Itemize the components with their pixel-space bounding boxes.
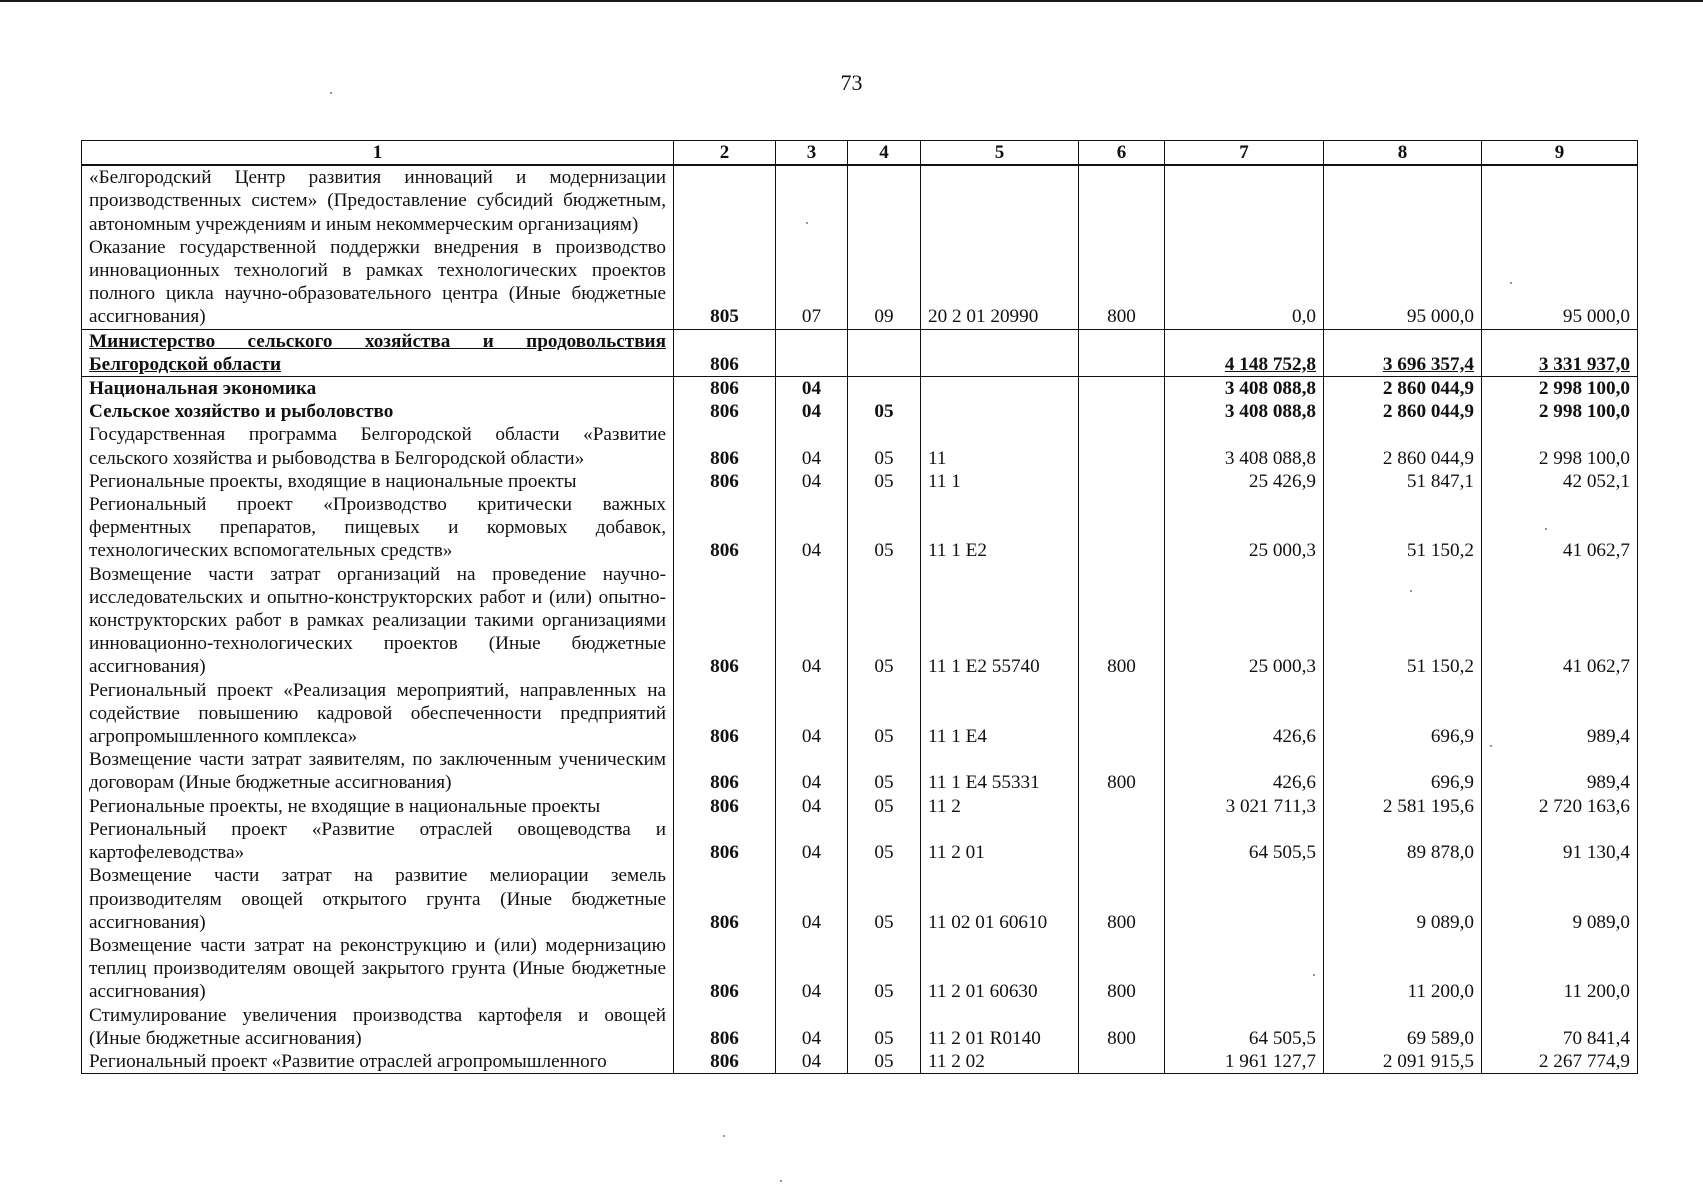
cell-expense-type <box>1079 470 1165 493</box>
cell-expense-type: 800 <box>1079 864 1165 934</box>
cell-amount-year1: 3 021 711,3 <box>1165 795 1324 818</box>
cell-subsection: 05 <box>848 423 921 469</box>
row-name: Региональный проект «Развитие отраслей агропромышленного <box>82 1050 674 1074</box>
row-name: Возмещение части затрат организаций на проведение научно-исследовательских и опытно-конструкторских работ и (или) опытно-конструкторских работ в рамках реализации такими организациями инновационно-технологических проектов (Иные бюджетные ассигнования) <box>82 563 674 679</box>
cell-target-article: 20 2 01 20990 <box>921 236 1079 329</box>
cell-ministry-code: 806 <box>674 400 776 423</box>
cell-amount-year1: 426,6 <box>1165 748 1324 794</box>
cell-amount-year1 <box>1165 864 1324 934</box>
cell-target-article <box>921 329 1079 376</box>
cell-section <box>776 329 848 376</box>
cell-amount-year2: 3 696 357,4 <box>1324 329 1482 376</box>
cell-section <box>776 165 848 236</box>
cell-expense-type <box>1079 493 1165 563</box>
table-row <box>82 470 1638 493</box>
cell-expense-type: 800 <box>1079 1004 1165 1050</box>
cell-target-article: 11 2 01 60630 <box>921 934 1079 1004</box>
cell-expense-type <box>1079 165 1165 236</box>
row-name: Сельское хозяйство и рыболовство <box>82 400 674 423</box>
cell-target-article: 11 <box>921 423 1079 469</box>
cell-subsection: 09 <box>848 236 921 329</box>
cell-subsection: 05 <box>848 864 921 934</box>
cell-amount-year2: 51 150,2 <box>1324 563 1482 679</box>
table-row <box>82 423 1638 469</box>
cell-target-article: 11 1 E4 <box>921 679 1079 749</box>
cell-section: 04 <box>776 1004 848 1050</box>
cell-target-article: 11 1 E2 55740 <box>921 563 1079 679</box>
cell-ministry-code: 806 <box>674 1050 776 1074</box>
cell-amount-year2: 51 847,1 <box>1324 470 1482 493</box>
cell-amount-year2: 69 589,0 <box>1324 1004 1482 1050</box>
cell-amount-year3: 11 200,0 <box>1482 934 1638 1004</box>
row-name: Министерство сельского хозяйства и продовольствия Белгородской области <box>82 329 674 376</box>
table-row <box>82 165 1638 236</box>
cell-amount-year3: 2 720 163,6 <box>1482 795 1638 818</box>
table-row <box>82 563 1638 679</box>
cell-expense-type <box>1079 795 1165 818</box>
cell-amount-year2: 696,9 <box>1324 679 1482 749</box>
cell-amount-year3: 9 089,0 <box>1482 864 1638 934</box>
cell-amount-year3: 2 998 100,0 <box>1482 423 1638 469</box>
page-number: 73 <box>840 70 863 95</box>
table-row <box>82 1004 1638 1050</box>
cell-amount-year1: 25 000,3 <box>1165 493 1324 563</box>
cell-ministry-code: 806 <box>674 864 776 934</box>
cell-subsection: 05 <box>848 748 921 794</box>
cell-ministry-code: 806 <box>674 795 776 818</box>
cell-subsection: 05 <box>848 795 921 818</box>
cell-amount-year3: 2 998 100,0 <box>1482 400 1638 423</box>
scan-speck <box>723 1135 725 1137</box>
cell-subsection: 05 <box>848 818 921 864</box>
cell-subsection: 05 <box>848 934 921 1004</box>
row-name: Оказание государственной поддержки внедрения в производство инновационных технологий в рамках технологических проектов полного цикла научно-образовательного центра (Иные бюджетные ассигнования) <box>82 236 674 329</box>
row-name: Региональные проекты, входящие в национальные проекты <box>82 470 674 493</box>
column-number: 5 <box>921 141 1079 166</box>
cell-ministry-code <box>674 165 776 236</box>
column-number: 3 <box>776 141 848 166</box>
row-name: Возмещение части затрат на реконструкцию и (или) модернизацию теплиц производителям овощей закрытого грунта (Иные бюджетные ассигнования) <box>82 934 674 1004</box>
cell-amount-year3: 91 130,4 <box>1482 818 1638 864</box>
cell-amount-year1: 64 505,5 <box>1165 818 1324 864</box>
cell-subsection <box>848 377 921 401</box>
cell-section: 04 <box>776 400 848 423</box>
cell-amount-year1: 64 505,5 <box>1165 1004 1324 1050</box>
table-row <box>82 679 1638 749</box>
row-name: Региональный проект «Развитие отраслей овощеводства и картофелеводства» <box>82 818 674 864</box>
cell-section: 04 <box>776 679 848 749</box>
cell-subsection: 05 <box>848 679 921 749</box>
cell-amount-year3: 989,4 <box>1482 679 1638 749</box>
table-row <box>82 795 1638 818</box>
cell-subsection: 05 <box>848 1004 921 1050</box>
cell-amount-year1: 0,0 <box>1165 236 1324 329</box>
table-row <box>82 934 1638 1004</box>
cell-amount-year3: 95 000,0 <box>1482 236 1638 329</box>
column-number: 1 <box>82 141 674 166</box>
cell-ministry-code: 806 <box>674 934 776 1004</box>
cell-amount-year2: 2 581 195,6 <box>1324 795 1482 818</box>
cell-subsection: 05 <box>848 493 921 563</box>
row-name: Региональный проект «Реализация мероприятий, направленных на содействие повышению кадровой обеспеченности предприятий агропромышленного комплекса» <box>82 679 674 749</box>
cell-target-article <box>921 165 1079 236</box>
table-row <box>82 400 1638 423</box>
cell-amount-year2 <box>1324 165 1482 236</box>
cell-amount-year2: 51 150,2 <box>1324 493 1482 563</box>
cell-expense-type <box>1079 818 1165 864</box>
cell-section: 04 <box>776 563 848 679</box>
cell-amount-year1: 1 961 127,7 <box>1165 1050 1324 1074</box>
column-number: 8 <box>1324 141 1482 166</box>
cell-amount-year2: 89 878,0 <box>1324 818 1482 864</box>
column-number: 4 <box>848 141 921 166</box>
table-row <box>82 748 1638 794</box>
scan-speck <box>330 92 332 94</box>
cell-section: 04 <box>776 423 848 469</box>
cell-amount-year1: 3 408 088,8 <box>1165 423 1324 469</box>
cell-amount-year2: 2 091 915,5 <box>1324 1050 1482 1074</box>
cell-expense-type <box>1079 400 1165 423</box>
cell-ministry-code: 806 <box>674 563 776 679</box>
table-row <box>82 818 1638 864</box>
cell-ministry-code: 806 <box>674 493 776 563</box>
cell-amount-year3: 41 062,7 <box>1482 493 1638 563</box>
cell-section: 04 <box>776 748 848 794</box>
cell-subsection <box>848 329 921 376</box>
cell-section: 04 <box>776 864 848 934</box>
cell-amount-year3: 2 998 100,0 <box>1482 377 1638 401</box>
cell-amount-year3: 989,4 <box>1482 748 1638 794</box>
row-name: Государственная программа Белгородской области «Развитие сельского хозяйства и рыбоводства в Белгородской области» <box>82 423 674 469</box>
cell-amount-year2: 9 089,0 <box>1324 864 1482 934</box>
cell-ministry-code: 806 <box>674 377 776 401</box>
cell-amount-year2: 2 860 044,9 <box>1324 423 1482 469</box>
cell-section: 04 <box>776 818 848 864</box>
cell-amount-year3: 2 267 774,9 <box>1482 1050 1638 1074</box>
cell-amount-year3 <box>1482 165 1638 236</box>
cell-subsection: 05 <box>848 470 921 493</box>
cell-ministry-code: 806 <box>674 1004 776 1050</box>
column-number-row <box>82 141 1638 166</box>
cell-target-article: 11 02 01 60610 <box>921 864 1079 934</box>
cell-amount-year1: 3 408 088,8 <box>1165 400 1324 423</box>
column-number: 9 <box>1482 141 1638 166</box>
column-number: 2 <box>674 141 776 166</box>
table-row <box>82 329 1638 376</box>
cell-amount-year2: 2 860 044,9 <box>1324 377 1482 401</box>
cell-ministry-code: 806 <box>674 329 776 376</box>
cell-section: 04 <box>776 493 848 563</box>
cell-target-article: 11 1 E4 55331 <box>921 748 1079 794</box>
cell-subsection: 05 <box>848 1050 921 1074</box>
cell-ministry-code: 806 <box>674 818 776 864</box>
cell-expense-type <box>1079 1050 1165 1074</box>
cell-amount-year1: 25 426,9 <box>1165 470 1324 493</box>
cell-subsection: 05 <box>848 400 921 423</box>
cell-expense-type: 800 <box>1079 934 1165 1004</box>
table-row <box>82 377 1638 401</box>
cell-amount-year3: 3 331 937,0 <box>1482 329 1638 376</box>
cell-amount-year2: 11 200,0 <box>1324 934 1482 1004</box>
cell-section: 04 <box>776 795 848 818</box>
scan-speck <box>780 1180 782 1182</box>
cell-expense-type: 800 <box>1079 236 1165 329</box>
cell-section: 04 <box>776 1050 848 1074</box>
row-name: Региональный проект «Производство критически важных ферментных препаратов, пищевых и кормовых добавок, технологических вспомогательных средств» <box>82 493 674 563</box>
table-row <box>82 236 1638 329</box>
cell-target-article: 11 1 <box>921 470 1079 493</box>
cell-expense-type <box>1079 329 1165 376</box>
cell-amount-year3: 42 052,1 <box>1482 470 1638 493</box>
cell-amount-year3: 41 062,7 <box>1482 563 1638 679</box>
cell-amount-year1: 4 148 752,8 <box>1165 329 1324 376</box>
cell-amount-year2: 696,9 <box>1324 748 1482 794</box>
cell-amount-year1: 3 408 088,8 <box>1165 377 1324 401</box>
cell-expense-type: 800 <box>1079 748 1165 794</box>
cell-target-article: 11 1 E2 <box>921 493 1079 563</box>
table-row <box>82 1050 1638 1074</box>
row-name: Национальная экономика <box>82 377 674 401</box>
cell-target-article: 11 2 02 <box>921 1050 1079 1074</box>
row-name: Региональные проекты, не входящие в национальные проекты <box>82 795 674 818</box>
cell-ministry-code: 805 <box>674 236 776 329</box>
cell-ministry-code: 806 <box>674 423 776 469</box>
row-name: Возмещение части затрат на развитие мелиорации земель производителям овощей открытого грунта (Иные бюджетные ассигнования) <box>82 864 674 934</box>
cell-amount-year3: 70 841,4 <box>1482 1004 1638 1050</box>
cell-target-article: 11 2 <box>921 795 1079 818</box>
cell-subsection: 05 <box>848 563 921 679</box>
top-rule <box>0 0 1703 2</box>
row-name: Возмещение части затрат заявителям, по заключенным ученическим договорам (Иные бюджетные ассигнования) <box>82 748 674 794</box>
cell-section: 04 <box>776 377 848 401</box>
cell-expense-type <box>1079 423 1165 469</box>
column-number: 6 <box>1079 141 1165 166</box>
cell-section: 04 <box>776 470 848 493</box>
cell-amount-year1: 426,6 <box>1165 679 1324 749</box>
cell-target-article: 11 2 01 R0140 <box>921 1004 1079 1050</box>
cell-section: 07 <box>776 236 848 329</box>
cell-ministry-code: 806 <box>674 748 776 794</box>
cell-amount-year2: 95 000,0 <box>1324 236 1482 329</box>
cell-amount-year1 <box>1165 934 1324 1004</box>
cell-subsection <box>848 165 921 236</box>
cell-amount-year2: 2 860 044,9 <box>1324 400 1482 423</box>
cell-target-article: 11 2 01 <box>921 818 1079 864</box>
cell-expense-type <box>1079 377 1165 401</box>
cell-target-article <box>921 377 1079 401</box>
cell-section: 04 <box>776 934 848 1004</box>
row-name: Стимулирование увеличения производства картофеля и овощей (Иные бюджетные ассигнования) <box>82 1004 674 1050</box>
table-row <box>82 864 1638 934</box>
cell-ministry-code: 806 <box>674 470 776 493</box>
cell-expense-type: 800 <box>1079 563 1165 679</box>
budget-table <box>81 140 1638 1074</box>
cell-amount-year1 <box>1165 165 1324 236</box>
cell-target-article <box>921 400 1079 423</box>
cell-amount-year1: 25 000,3 <box>1165 563 1324 679</box>
table-row <box>82 493 1638 563</box>
cell-ministry-code: 806 <box>674 679 776 749</box>
column-number: 7 <box>1165 141 1324 166</box>
cell-expense-type <box>1079 679 1165 749</box>
row-name: «Белгородский Центр развития инноваций и модернизации производственных систем» (Предоставление субсидий бюджетным, автономным учреждениям и иным некоммерческим организациям) <box>82 165 674 236</box>
